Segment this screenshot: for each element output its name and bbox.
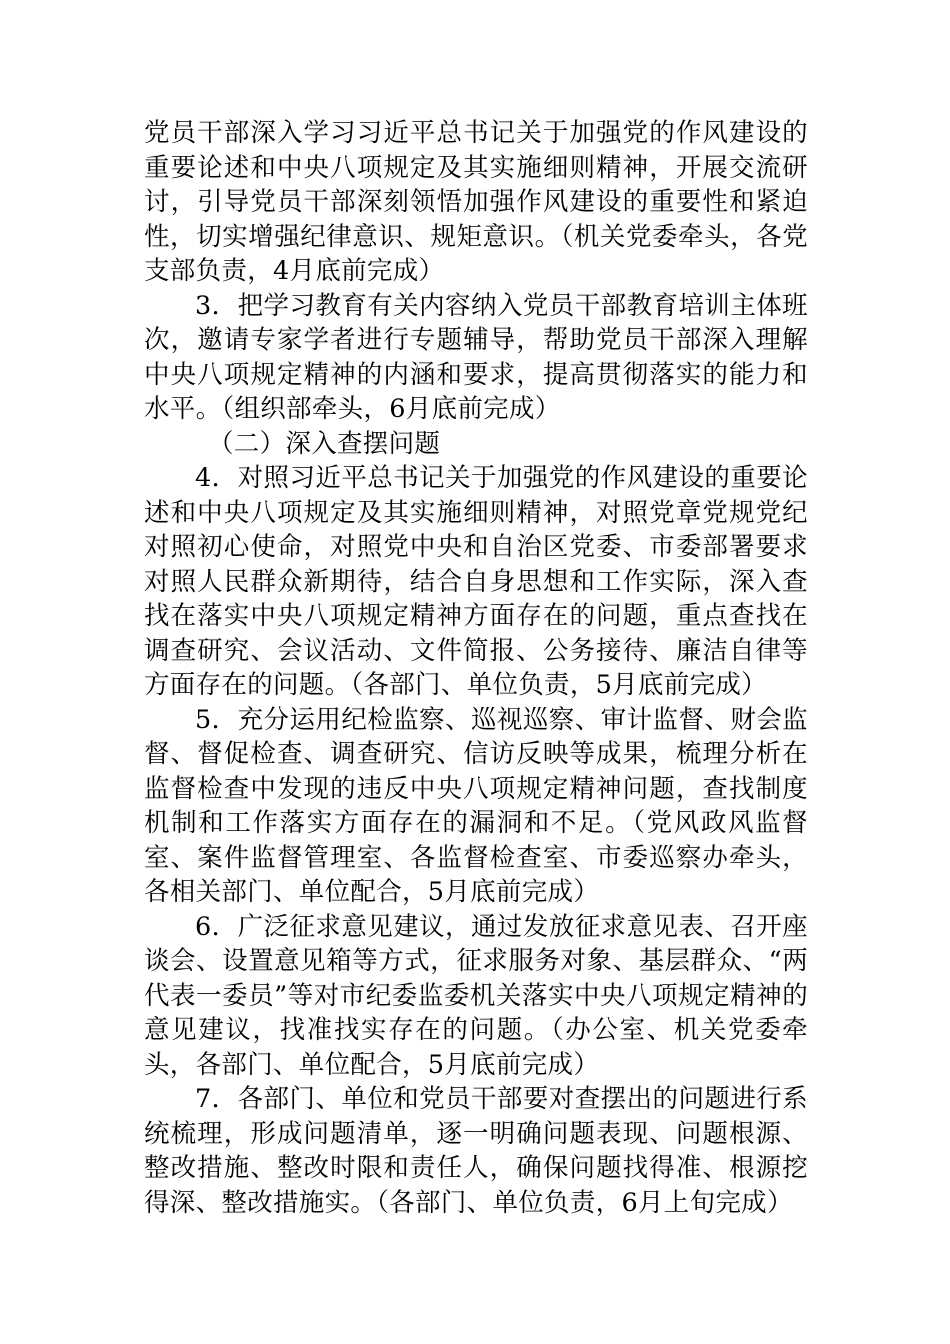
- paragraph-item-4: 4．对照习近平总书记关于加强党的作风建设的重要论述和中央八项规定及其实施细则精神，对照党章党规党纪对照初心使命，对照党中央和自治区党委、市委部署要求对照人民群众新期待，结合自身思想和工作实际，深入查找在落实中央八项规定精神方面存在的问题，重点查找在调查研究、会议活动、文件简报、公务接待、廉洁自律等方面存在的问题。（各部门、单位负责，5月底前完成）: [144, 463, 808, 700]
- paragraph-item-6: 6．广泛征求意见建议，通过发放征求意见表、召开座谈会、设置意见箱等方式，征求服务对象、基层群众、“两代表一委员”等对市纪委监委机关落实中央八项规定精神的意见建议，找准找实存在的问题。（办公室、机关党委牵头，各部门、单位配合，5月底前完成）: [144, 911, 808, 1080]
- paragraph-item-3: 3．把学习教育有关内容纳入党员干部教育培训主体班次，邀请专家学者进行专题辅导，帮助党员干部深入理解中央八项规定精神的内涵和要求，提高贯彻落实的能力和水平。（组织部牵头，6月底前完成）: [144, 290, 808, 424]
- paragraph-item-7: 7．各部门、单位和党员干部要对查摆出的问题进行系统梳理，形成问题清单，逐一明确问题表现、问题根源、整改措施、整改时限和责任人，确保问题找得准、根源挖得深、整改措施实。（各部门、单位负责，6月上旬完成）: [144, 1084, 808, 1218]
- paragraph-item-5: 5．充分运用纪检监察、巡视巡察、审计监督、财会监督、督促检查、调查研究、信访反映等成果，梳理分析在监督检查中发现的违反中央八项规定精神问题，查找制度机制和工作落实方面存在的漏洞和不足。（党风政风监督室、案件监督管理室、各监督检查室、市委巡察办牵头，各相关部门、单位配合，5月底前完成）: [144, 704, 808, 907]
- document-body: [144, 116, 808, 1220]
- section-heading-investigate-problems: （二）深入查摆问题: [208, 428, 441, 459]
- paragraph-continuation: 党员干部深入学习习近平总书记关于加强党的作风建设的重要论述和中央八项规定及其实施细则精神，开展交流研讨，引导党员干部深刻领悟加强作风建设的重要性和紧迫性，切实增强纪律意识、规矩意识。（机关党委牵头，各党支部负责，4月底前完成）: [144, 118, 808, 286]
